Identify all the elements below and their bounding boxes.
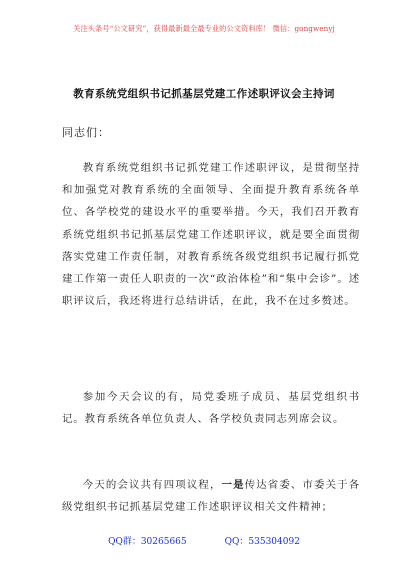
footer-qq-group: QQ群：30265665: [108, 537, 187, 547]
paragraph-2: 参加今天会议的有，局党委班子成员、基层党组织书记。教育系统各单位负责人、各学校负责同志列席会议。: [62, 391, 360, 426]
paragraph-3-intro: 今天的会议共有四项议程，: [82, 479, 222, 491]
paragraph-3: [62, 474, 360, 518]
document-title: 教育系统党组织书记抓基层党建工作述职评议会主持词: [73, 88, 335, 100]
paragraph-1: 教育系统党组织书记抓党建工作述职评议，是贯彻坚持和加强党对教育系统的全面领导、全面提升教育系统各单位、各学校党的建设水平的重要举措。今天，我们召开教育系统党组织书记抓基层党建工作述职评议，就是要全面贯彻落实党建工作责任制，对教育系统各级党组织书记履行抓党建工作第一责任人职责的一次“政治体检”和“集中会诊”。述职评议后，我还将进行总结讲话，在此，我不在过多赘述。: [62, 162, 360, 308]
footer-contact: [0, 534, 408, 547]
paragraph-3-rest: 传达省委、市委关于各级党组织书记抓基层党建工作述职评议相关文件精神；: [62, 479, 360, 514]
footer-qq-number: QQ：535304092: [224, 537, 300, 547]
salutation: 同志们：: [62, 126, 110, 139]
paragraph-3-highlight: 一是: [221, 479, 245, 491]
header-banner: 关注头条号“公文研究”，获得最新最全最专业的公文资料库！ 微信：gongwenyj: [73, 24, 335, 33]
